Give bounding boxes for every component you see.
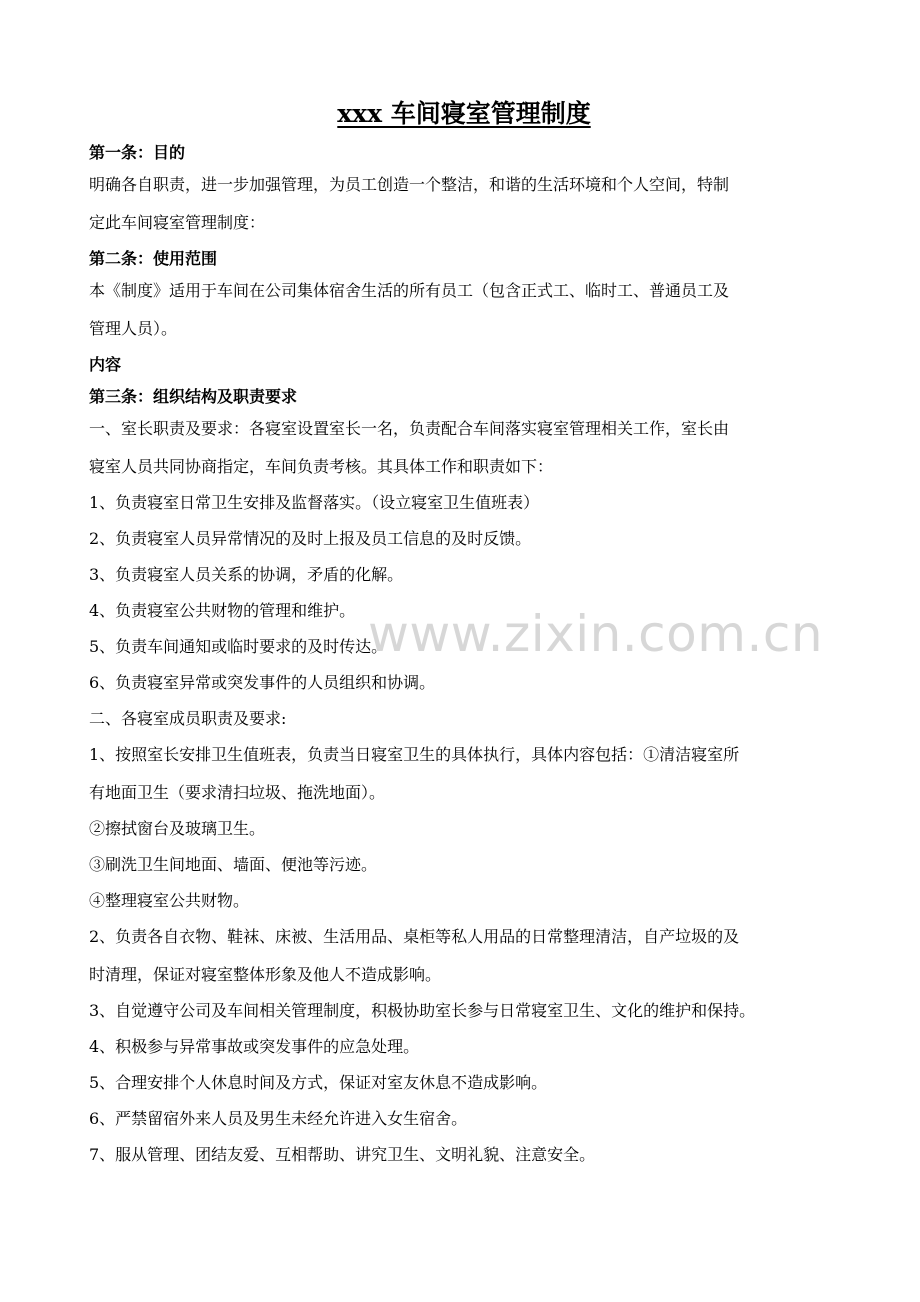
article-1-heading: 第一条：目的	[89, 143, 186, 162]
article-2-heading: 第二条：使用范围	[89, 249, 218, 268]
content-heading: 内容	[89, 355, 122, 374]
leader-item-6: 6、负责寝室异常或突发事件的人员组织和协调。	[89, 673, 436, 692]
document-title: xxx 车间寝室管理制度	[337, 99, 591, 128]
member-item-2-line-1: 2、负责各自衣物、鞋袜、床被、生活用品、桌柜等私人用品的日常整理清洁，自产垃圾的及	[89, 927, 740, 946]
document-page	[89, 96, 839, 1180]
member-item-7: 7、服从管理、团结友爱、互相帮助、讲究卫生、文明礼貌、注意安全。	[89, 1145, 596, 1164]
part-2-heading: 二、各寝室成员职责及要求:	[89, 709, 287, 728]
watermark: www.zixin.com.cn	[368, 605, 824, 663]
leader-item-2: 2、负责寝室人员异常情况的及时上报及员工信息的及时反馈。	[89, 529, 532, 548]
leader-item-5: 5、负责车间通知或临时要求的及时传达。	[89, 637, 388, 656]
member-item-4: 4、积极参与异常事故或突发事件的应急处理。	[89, 1037, 420, 1056]
leader-item-3: 3、负责寝室人员关系的协调，矛盾的化解。	[89, 565, 404, 584]
member-item-1	[89, 744, 839, 804]
article-1-text	[89, 174, 839, 234]
leader-item-4: 4、负责寝室公共财物的管理和维护。	[89, 601, 356, 620]
part-1-intro	[89, 418, 839, 478]
member-sub-item-2: ②擦拭窗台及玻璃卫生。	[89, 819, 266, 838]
member-item-2-line-2: 时清理，保证对寝室整体形象及他人不造成影响。	[89, 965, 442, 984]
part-1-line-2: 寝室人员共同协商指定，车间负责考核。其具体工作和职责如下：	[89, 457, 554, 476]
article-2-line-2: 管理人员）。	[89, 319, 178, 338]
member-item-2	[89, 926, 839, 986]
member-item-1-line-2: 有地面卫生（要求清扫垃圾、拖洗地面）。	[89, 783, 386, 802]
article-3-heading: 第三条：组织结构及职责要求	[89, 387, 298, 406]
article-2-text	[89, 280, 839, 340]
article-1-line-2: 定此车间寝室管理制度：	[89, 213, 266, 232]
member-item-6: 6、严禁留宿外来人员及男生未经允许进入女生宿舍。	[89, 1109, 468, 1128]
member-sub-item-4: ④整理寝室公共财物。	[89, 891, 250, 910]
member-item-5: 5、合理安排个人休息时间及方式，保证对室友休息不造成影响。	[89, 1073, 548, 1092]
article-2-line-1: 本《制度》适用于车间在公司集体宿舍生活的所有员工（包含正式工、临时工、普通员工及	[89, 281, 730, 300]
part-1-line-1: 一、室长职责及要求：各寝室设置室长一名，负责配合车间落实寝室管理相关工作，室长由	[89, 419, 730, 438]
leader-item-1: 1、负责寝室日常卫生安排及监督落实。（设立寝室卫生值班表）	[89, 493, 540, 512]
member-sub-item-3: ③刷洗卫生间地面、墙面、便池等污迹。	[89, 855, 378, 874]
member-item-3: 3、自觉遵守公司及车间相关管理制度，积极协助室长参与日常寝室卫生、文化的维护和保持。	[89, 1001, 756, 1020]
article-1-line-1: 明确各自职责，进一步加强管理，为员工创造一个整洁，和谐的生活环境和个人空间，特制	[89, 175, 730, 194]
member-item-1-line-1: 1、按照室长安排卫生值班表，负责当日寝室卫生的具体执行，具体内容包括：①清洁寝室所	[89, 745, 740, 764]
